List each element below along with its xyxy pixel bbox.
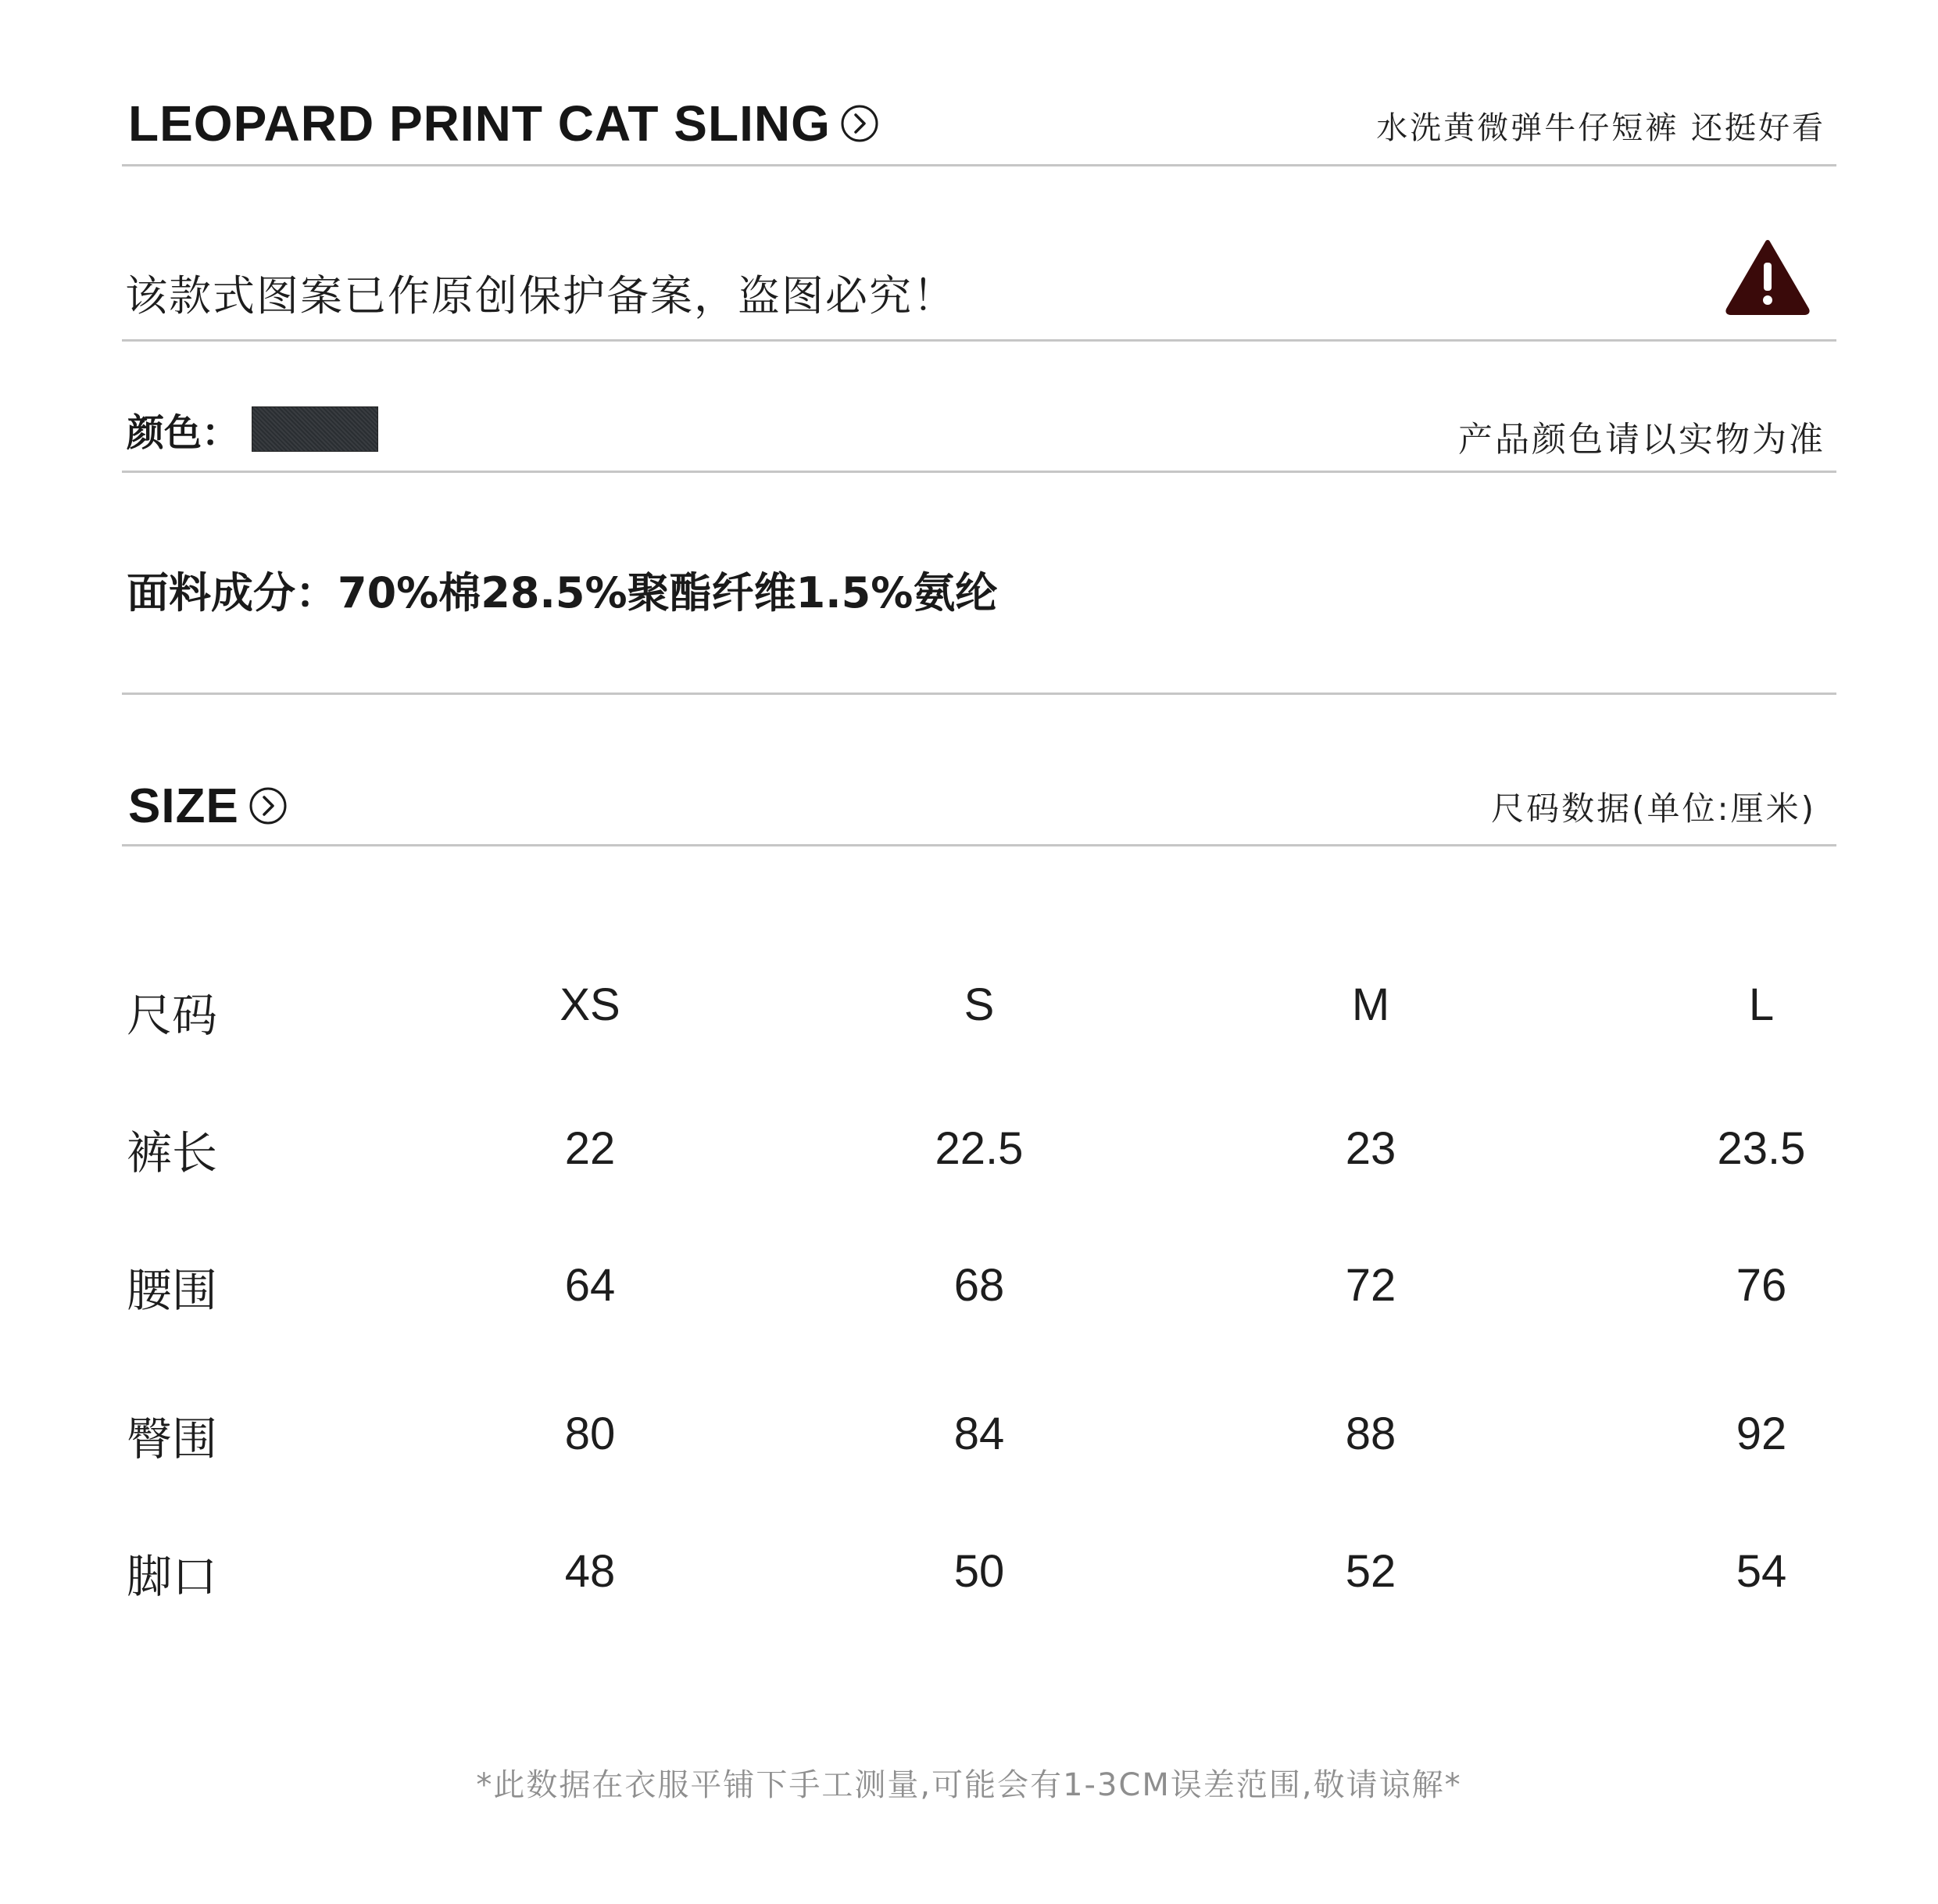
divider [122, 164, 1836, 166]
fabric-composition: 面料成分：70%棉28.5%聚酯纤维1.5%氨纶 [127, 568, 998, 617]
table-cell: 50 [953, 1546, 1005, 1597]
size-title: SIZE [128, 778, 239, 833]
table-cell: 22.5 [935, 1123, 1024, 1174]
color-label: 颜色： [127, 410, 240, 455]
table-cell: 64 [564, 1260, 616, 1311]
divider [122, 844, 1836, 846]
page-title: LEOPARD PRINT CAT SLING [128, 95, 831, 152]
table-cell: 72 [1345, 1260, 1396, 1311]
chevron-right-circle-icon [840, 104, 879, 143]
table-cell: 23 [1345, 1123, 1396, 1174]
size-header-label: 尺码 [127, 989, 218, 1042]
warning-triangle-icon [1724, 238, 1811, 316]
table-cell: 76 [1736, 1260, 1787, 1311]
color-note: 产品颜色请以实物为准 [1458, 420, 1825, 460]
divider [122, 339, 1836, 342]
size-unit-note: 尺码数据(单位:厘米) [1491, 789, 1816, 828]
table-row-label: 臀围 [127, 1412, 218, 1466]
divider [122, 693, 1836, 695]
size-column-header: L [1748, 979, 1775, 1030]
table-row-label: 裤长 [127, 1126, 218, 1179]
tagline: 水洗黄微弹牛仔短裤 还挺好看 [1376, 110, 1825, 146]
table-cell: 48 [564, 1546, 616, 1597]
title-row [128, 92, 879, 155]
chevron-right-circle-icon [249, 786, 288, 825]
table-row-label: 脚口 [127, 1550, 218, 1603]
table-cell: 84 [953, 1408, 1005, 1459]
table-cell: 88 [1345, 1408, 1396, 1459]
size-heading [128, 780, 288, 832]
size-column-header: S [964, 979, 995, 1030]
size-column-header: M [1351, 979, 1390, 1030]
table-cell: 80 [564, 1408, 616, 1459]
color-row [127, 405, 378, 453]
table-cell: 52 [1345, 1546, 1396, 1597]
color-swatch [252, 406, 378, 452]
table-cell: 54 [1736, 1546, 1787, 1597]
divider [122, 471, 1836, 473]
table-cell: 23.5 [1717, 1123, 1806, 1174]
copyright-notice: 该款式图案已作原创保护备案，盗图必究！ [125, 271, 956, 320]
size-column-header: XS [560, 979, 620, 1030]
measurement-footnote: *此数据在衣服平铺下手工测量,可能会有1-3CM误差范围,敬请谅解* [476, 1767, 1462, 1803]
table-cell: 92 [1736, 1408, 1787, 1459]
table-cell: 68 [953, 1260, 1005, 1311]
table-row-label: 腰围 [127, 1264, 218, 1317]
table-cell: 22 [564, 1123, 616, 1174]
